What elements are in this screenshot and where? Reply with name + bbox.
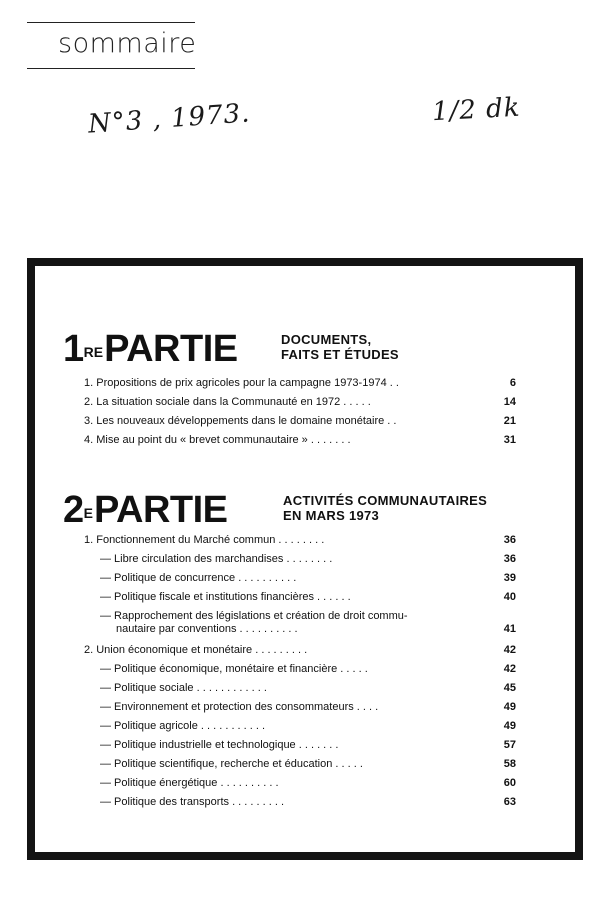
toc-entry-title: 1. Fonctionnement du Marché commun . . . . . . . . — [84, 534, 325, 546]
toc-entry-page: 31 — [503, 434, 516, 446]
toc-entry — [84, 777, 516, 790]
part2-subtitle-line1: ACTIVITÉS COMMUNAUTAIRES — [283, 493, 488, 508]
toc-entry — [84, 758, 516, 771]
toc-entry-title: — Politique sociale . . . . . . . . . . . . — [100, 682, 267, 694]
part1-title — [63, 330, 238, 368]
toc-entry — [84, 701, 516, 714]
toc-entry-page: 49 — [503, 720, 516, 732]
toc-entry — [84, 796, 516, 809]
page-title: sommaire — [58, 28, 197, 59]
toc-entry-page: 6 — [509, 377, 516, 389]
toc-entry-page: 21 — [503, 415, 516, 427]
toc-entry-title: nautaire par conventions . . . . . . . . . . — [116, 623, 298, 635]
part2-label: PARTIE — [93, 489, 228, 531]
toc-entry-page: 57 — [503, 739, 516, 751]
toc-entry-page: 36 — [503, 553, 516, 565]
toc-entry-title: — Libre circulation des marchandises . . . . . . . . — [100, 553, 333, 565]
toc-entry — [84, 377, 516, 390]
toc-entry — [84, 663, 516, 676]
part2-suffix: E — [83, 505, 93, 521]
toc-entry-title: 4. Mise au point du « brevet communautaire » . . . . . . . — [84, 434, 351, 446]
toc-entry — [84, 534, 516, 547]
toc-entry — [84, 434, 516, 447]
part1-label: PARTIE — [104, 328, 238, 370]
toc-entry-title: — Politique énergétique . . . . . . . . . . — [100, 777, 279, 789]
toc-entry — [84, 610, 516, 623]
toc-entry-title: — Politique industrielle et technologique . . . . . . . — [100, 739, 339, 751]
top-rule — [27, 22, 195, 23]
toc-entry — [84, 396, 516, 409]
toc-entry-page: 39 — [503, 572, 516, 584]
toc-entry-page: 14 — [503, 396, 516, 408]
toc-entry-page: 45 — [503, 682, 516, 694]
toc-entry — [84, 720, 516, 733]
toc-entry — [84, 644, 516, 657]
part2-number: 2 — [63, 489, 84, 531]
toc-entry-title: — Politique agricole . . . . . . . . . . . — [100, 720, 266, 732]
part1-number: 1 — [63, 328, 84, 370]
toc-entry — [84, 415, 516, 428]
bottom-rule — [27, 68, 195, 69]
toc-entry-title: — Politique fiscale et institutions financières . . . . . . — [100, 591, 351, 603]
toc-entry-page: 42 — [503, 644, 516, 656]
toc-entry-title: 2. La situation sociale dans la Communauté en 1972 . . . . . — [84, 396, 371, 408]
toc-entry — [84, 591, 516, 604]
toc-entry-title: — Politique scientifique, recherche et éducation . . . . . — [100, 758, 363, 770]
toc-entry-title: 1. Propositions de prix agricoles pour la campagne 1973-1974 . . — [84, 377, 399, 389]
toc-entry-page: 58 — [503, 758, 516, 770]
toc-entry-title: 2. Union économique et monétaire . . . . . . . . . — [84, 644, 308, 656]
handwritten-issue: N°3 , 1973. — [87, 98, 252, 140]
toc-entry-page: 40 — [503, 591, 516, 603]
part2-title — [63, 491, 228, 529]
part2-subtitle — [283, 493, 487, 523]
toc-entry-title: — Politique des transports . . . . . . . . . — [100, 796, 285, 808]
toc-entry-title: — Politique économique, monétaire et financière . . . . . — [100, 663, 368, 675]
toc-entry — [84, 623, 516, 636]
toc-entry-page: 42 — [503, 663, 516, 675]
toc-entry-page: 36 — [503, 534, 516, 546]
toc-entry-title: — Politique de concurrence . . . . . . . . . . — [100, 572, 297, 584]
part1-subtitle-line1: DOCUMENTS, — [281, 332, 372, 347]
part1-subtitle — [281, 332, 399, 362]
toc-entry-title: — Rapprochement des législations et création de droit commu- — [100, 610, 408, 622]
toc-entry — [84, 572, 516, 585]
toc-entry-title: — Environnement et protection des consommateurs . . . . — [100, 701, 379, 713]
toc-entry — [84, 682, 516, 695]
toc-entry-page: 60 — [503, 777, 516, 789]
handwritten-note: 1/2 dk — [431, 92, 522, 128]
part2-subtitle-line2: EN MARS 1973 — [283, 508, 380, 523]
part1-subtitle-line2: FAITS ET ÉTUDES — [281, 347, 399, 362]
toc-entry-page: 41 — [503, 623, 516, 635]
toc-entry — [84, 553, 516, 566]
toc-entry-title: 3. Les nouveaux développements dans le domaine monétaire . . — [84, 415, 397, 427]
part1-suffix: RE — [83, 344, 104, 360]
toc-entry-page: 49 — [503, 701, 516, 713]
toc-entry — [84, 739, 516, 752]
toc-entry-page: 63 — [503, 796, 516, 808]
